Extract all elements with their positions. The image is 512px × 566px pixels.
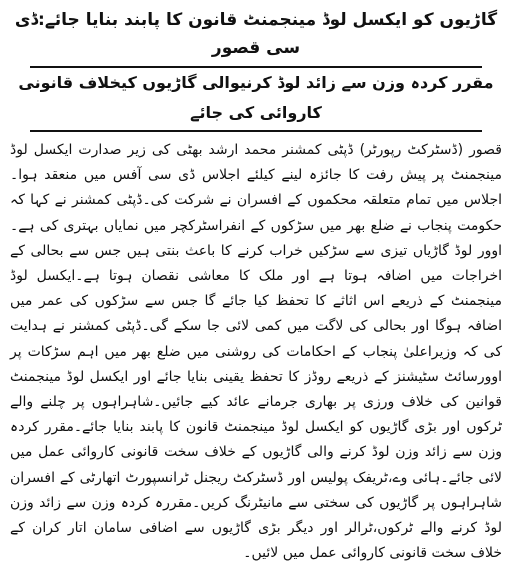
headline: گاڑیوں کو ایکسل لوڈ مینجمنٹ قانون کا پابند بنایا جائے:ڈی سی قصور: [14, 10, 498, 58]
article-body: قصور (ڈسٹرکٹ رپورٹر) ڈپٹی کمشنر محمد ارشد بھٹی کی زیر صدارت ایکسل لوڈ مینجمنٹ پر پیش رفت کا جائزہ لینے کیلئے اجلاس ڈی سی آفس میں منعقد ہوا۔اجلاس میں تمام متعلقہ محکموں کے افسران نے شرکت کی۔ڈپٹی کمشنر نے کہا کہ حکومت پنجاب نے ضلع بھر میں سڑکوں کے انفراسٹرکچر میں نمایاں بہتری کی ہے۔اوور لوڈ گاڑیاں تیزی سے سڑکیں خراب کرنے کا باعث بنتی ہیں جس سے بحالی کے اخراجات میں اضافہ ہوتا ہے اور ملک کا معاشی نقصان ہوتا ہے۔ایکسل لوڈ مینجمنٹ کے ذریعے اس اثاثے کا تحفظ کیا جائے گا جس سے سڑکوں کی عمر میں اضافہ ہوگا اور بحالی کی لاگت میں کمی لائی جا سکے گی۔ڈپٹی کمشنر نے ہدایت کی کہ وزیراعلیٰ پنجاب کے احکامات کی روشنی میں ضلع بھر میں اہم سڑکات پر اوورسائٹ سٹیشنز کے ذریعے روڈز کا تحفظ یقینی بنایا جائے اور ایکسل لوڈ مینجمنٹ قوانین کی خلاف ورزی پر بھاری جرمانے عائد کیے جائیں۔شاہراہوں پر چلنے والے ٹرکوں اور بڑی گاڑیوں کو ایکسل لوڈ مینجمنٹ قانون کا پابند بنایا جائے۔مقرر کردہ وزن سے زائد وزن لوڈ کرنے والی گاڑیوں کے خلاف سخت قانونی کاروائی عمل میں لائی جائے۔ہائی وے،ٹریفک پولیس اور ڈسٹرکٹ ریجنل ٹرانسپورٹ اتھارٹی کے افسران شاہراہوں پر گاڑیوں کی سختی سے مانیٹرنگ کریں۔مقررہ کردہ وزن سے زائد وزن لوڈ کرنے والے ٹرکوں،ٹرالر اور دیگر بڑی گاڑیوں سے اضافی سامان اتار کران کے خلاف سخت قانونی کاروائی عمل میں لائیں۔: [10, 142, 502, 562]
bottom-divider: [30, 130, 482, 132]
subheadline: مقرر کردہ وزن سے زائد لوڈ کرنیوالی گاڑیوں کیخلاف قانونی کاروائی کی جائے: [18, 73, 494, 122]
